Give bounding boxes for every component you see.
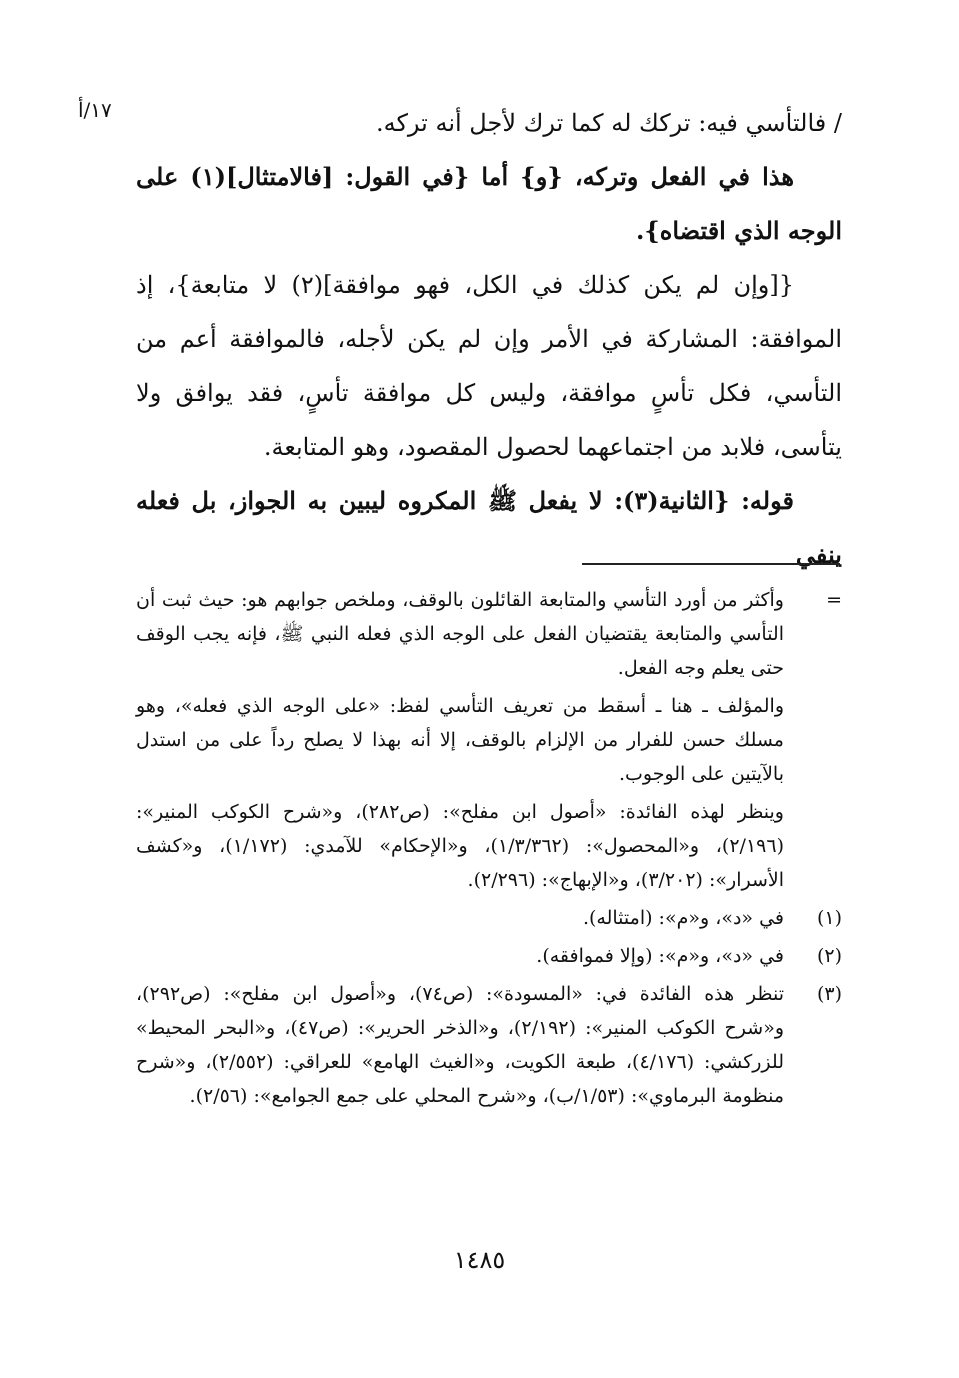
footnote-continuation-text-1: وأكثر من أورد التأسي والمتابعة القائلون بالوقف، وملخص جوابهم هو: حيث ثبت أن التأسي والمتابعة يقتضيان الفعل على الوجه الذي فعله النبي ﷺ، فإنه يجب الوقف حتى يعلم وجه الفعل. (136, 589, 784, 679)
main-text (136, 96, 842, 582)
main-paragraph-4: قوله: {الثانية(٣): لا يفعل ﷺ المكروه ليبين به الجواز، بل فعله ينفي (136, 486, 842, 569)
footnote-1 (136, 901, 842, 935)
main-paragraph-2: هذا في الفعل وتركه، {و} أما {في القول: [فالامتثال](١) على الوجه الذي اقتضاه}. (136, 162, 842, 245)
main-paragraph-1: / فالتأسي فيه: تركك له كما ترك لأجل أنه تركه. (375, 109, 842, 137)
page-number: ١٤٨٥ (453, 1246, 506, 1274)
footnotes (136, 583, 842, 1113)
manuscript-folio-marker: ١٧/أ (78, 98, 112, 122)
footnote-text: في «د»، و«م»: (وإلا فموافقه). (536, 945, 784, 967)
footnote-separator (582, 563, 840, 565)
footnote-continuation (136, 583, 842, 685)
footnote-text: في «د»، و«م»: (امتثاله). (582, 907, 784, 929)
footnote-number: (٣) (816, 983, 842, 1005)
continuation-mark: = (826, 589, 842, 611)
footnote-continuation-text-2: والمؤلف ـ هنا ـ أسقط من تعريف التأسي لفظ: «على الوجه الذي فعله»، وهو مسلك حسن للفرار من الإلزام بالوقف، إلا أنه بهذا لا يصلح رداً على من استدل بالآيتين على الوجوب. (136, 695, 784, 785)
main-paragraph-3: {[وإن لم يكن كذلك في الكل، فهو موافقة](٢) لا متابعة}، إذ الموافقة: المشاركة في الأمر وإن لم يكن لأجله، فالموافقة أعم من التأسي، فكل تأسٍ موافقة، وليس كل موافقة تأسٍ، فقد يوافق ولا يتأسى، فلابد من اجتماعهما لحصول المقصود، وهو المتابعة. (136, 271, 842, 461)
footnote-number: (١) (816, 907, 842, 929)
footnote-2 (136, 939, 842, 973)
footnote-number: (٢) (816, 945, 842, 967)
footnote-3 (136, 977, 842, 1113)
footnote-text: تنظر هذه الفائدة في: «المسودة»: (ص٧٤)، و«أصول ابن مفلح»: (ص٢٩٢)، و«شرح الكوكب المنير»: (٢/١٩٢)، و«الذخر الحرير»: (ص٤٧)، و«البحر المحيط» للزركشي: (٤/١٧٦)، طبعة الكويت، و«الغيث الهامع» للعراقي: (٢/٥٥٢)، و«شرح منظومة البرماوي»: (١/٥٣/ب)، و«شرح المحلي على جمع الجوامع»: (٢/٥٦). (136, 983, 785, 1107)
footnote-continuation-text-3: وينظر لهذه الفائدة: «أصول ابن مفلح»: (ص٢٨٢)، و«شرح الكوكب المنير»: (٢/١٩٦)، و«المحصول»: (١/٣/٣٦٢)، و«الإحكام» للآمدي: (١/١٧٢)، و«كشف الأسرار»: (٣/٢٠٢)، و«الإبهاج»: (٢/٢٩٦). (136, 801, 784, 891)
